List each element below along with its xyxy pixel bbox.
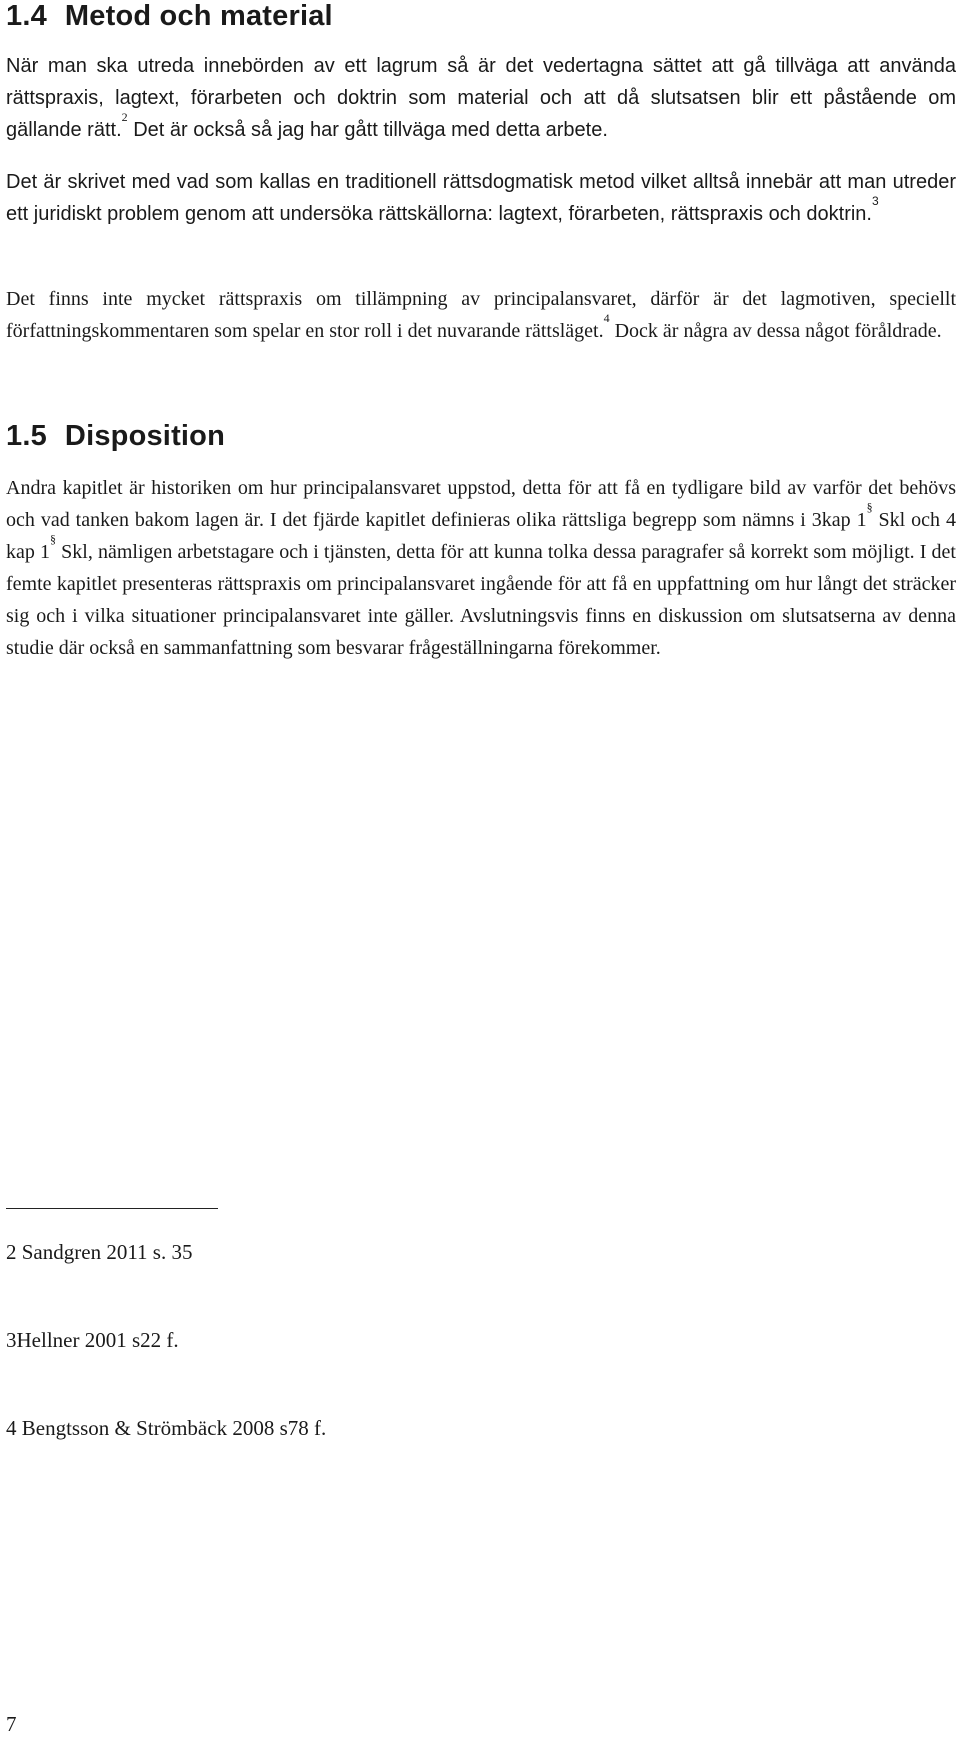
paragraph-text: Andra kapitlet är historiken om hur principalansvaret uppstod, detta för att få en tydligare bild av varför det behövs och vad tanken bakom lagen är. I det fjärde kapitlet definieras olika rättsliga begrepp som nämns i 3kap 1 xyxy=(6,477,956,531)
paragraph-method-intro xyxy=(6,50,956,146)
section-heading-disposition xyxy=(6,420,225,453)
section-title: Disposition xyxy=(64,420,226,452)
footnote-separator xyxy=(6,1208,218,1209)
paragraph-case-law xyxy=(6,283,956,347)
paragraph-text: Dock är några av dessa något föråldrade. xyxy=(609,320,942,342)
paragraph-text: Skl, nämligen arbetstagare och i tjänsten, detta för att kunna tolka dessa paragrafer så korrekt som möjligt. I det femte kapitlet presenteras rättspraxis om principalansvaret ingående för att få en uppfattning om hur långt det sträcker sig och i vilka situationer principalansvaret inte gäller. Avslutningsvis finns en diskussion om slutsatserna av denna studie där också en sammanfattning som besvarar frågeställningarna förekommer. xyxy=(6,541,956,659)
section-number: 1.5 xyxy=(6,420,47,452)
section-heading-metod-och-material xyxy=(6,0,333,33)
footnote-ref-4: 4 xyxy=(603,311,610,325)
paragraph-text: Skl och 4 kap 1 xyxy=(6,509,956,563)
footnote-3: 3Hellner 2001 s22 f. xyxy=(6,1328,179,1352)
paragraph-legal-dogmatic-method xyxy=(6,166,956,230)
paragraph-text: När man ska utreda innebörden av ett lagrum så är det vedertagna sättet att gå tillväga att använda rättspraxis, lagtext, förarbeten och doktrin som material och att då slutsatsen blir ett påstående om gällande rätt. xyxy=(6,55,956,141)
paragraph-text: Det finns inte mycket rättspraxis om tillämpning av principalansvaret, därför är det lagmotiven, speciellt författningskommentaren som spelar en stor roll i det nuvarande rättsläget. xyxy=(6,288,956,342)
footnote-2: 2 Sandgren 2011 s. 35 xyxy=(6,1240,193,1264)
section-sign: § xyxy=(866,500,873,514)
page-number: 7 xyxy=(6,1712,17,1736)
paragraph-text: Det är skrivet med vad som kallas en traditionell rättsdogmatisk metod vilket alltså innebär att man utreder ett juridiskt problem genom att undersöka rättskällorna: lagtext, förarbeten, rättspraxis och doktrin. xyxy=(6,171,956,225)
section-number: 1.4 xyxy=(6,0,47,32)
section-sign: § xyxy=(50,532,57,546)
section-title: Metod och material xyxy=(64,0,333,32)
footnote-ref-3: 3 xyxy=(871,194,879,208)
paragraph-disposition xyxy=(6,472,956,664)
footnote-ref-2: 2 xyxy=(121,110,128,124)
footnote-4: 4 Bengtsson & Strömbäck 2008 s78 f. xyxy=(6,1416,327,1440)
paragraph-text: Det är också så jag har gått tillväga med detta arbete. xyxy=(127,119,608,141)
